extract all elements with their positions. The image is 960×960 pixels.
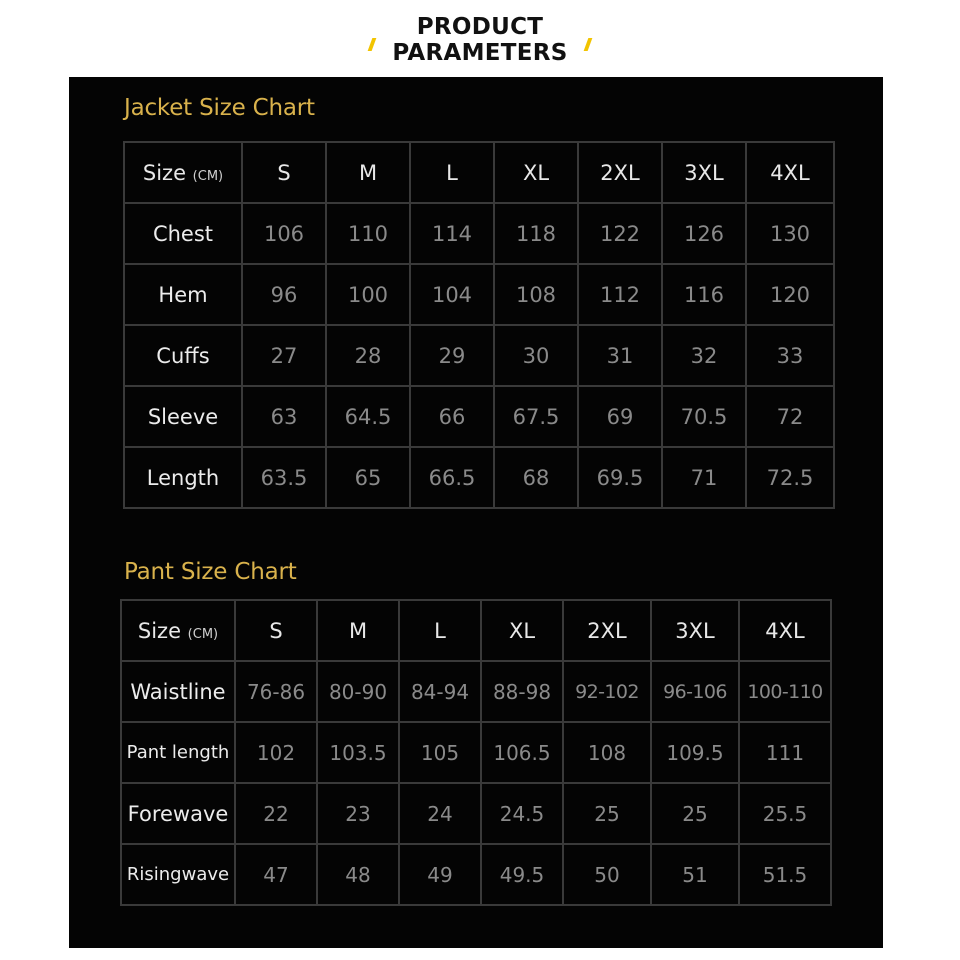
size-column-header: 3XL xyxy=(651,600,739,661)
table-cell: 23 xyxy=(317,783,399,844)
page-header xyxy=(0,14,960,66)
row-label: Forewave xyxy=(121,783,235,844)
table-cell: 100 xyxy=(326,264,410,325)
table-cell: 66 xyxy=(410,386,494,447)
table-cell: 118 xyxy=(494,203,578,264)
table-cell: 116 xyxy=(662,264,746,325)
table-row xyxy=(121,722,831,783)
table-cell: 102 xyxy=(235,722,317,783)
table-cell: 112 xyxy=(578,264,662,325)
table-row xyxy=(124,386,834,447)
table-cell: 25 xyxy=(563,783,651,844)
table-cell: 69 xyxy=(578,386,662,447)
row-label: Chest xyxy=(124,203,242,264)
table-cell: 66.5 xyxy=(410,447,494,508)
row-label: Waistline xyxy=(121,661,235,722)
size-header-cell xyxy=(124,142,242,203)
table-cell: 92-102 xyxy=(563,661,651,722)
table-cell: 100-110 xyxy=(739,661,831,722)
table-cell: 69.5 xyxy=(578,447,662,508)
row-label: Risingwave xyxy=(121,844,235,905)
table-cell: 49.5 xyxy=(481,844,563,905)
size-column-header: 4XL xyxy=(739,600,831,661)
table-row xyxy=(124,325,834,386)
table-cell: 24.5 xyxy=(481,783,563,844)
row-label: Hem xyxy=(124,264,242,325)
size-column-header: 2XL xyxy=(563,600,651,661)
unit-label: (CM) xyxy=(187,626,219,642)
table-row xyxy=(121,844,831,905)
table-cell: 109.5 xyxy=(651,722,739,783)
table-cell: 103.5 xyxy=(317,722,399,783)
table-cell: 47 xyxy=(235,844,317,905)
table-cell: 33 xyxy=(746,325,834,386)
table-cell: 25 xyxy=(651,783,739,844)
table-cell: 108 xyxy=(563,722,651,783)
table-cell: 31 xyxy=(578,325,662,386)
table-cell: 25.5 xyxy=(739,783,831,844)
table-cell: 130 xyxy=(746,203,834,264)
jacket-size-table xyxy=(123,141,835,509)
table-cell: 22 xyxy=(235,783,317,844)
table-cell: 68 xyxy=(494,447,578,508)
table-cell: 51.5 xyxy=(739,844,831,905)
accent-mark-right xyxy=(583,38,592,51)
table-cell: 70.5 xyxy=(662,386,746,447)
table-cell: 63.5 xyxy=(242,447,326,508)
table-cell: 76-86 xyxy=(235,661,317,722)
row-label: Length xyxy=(124,447,242,508)
header-row xyxy=(124,142,834,203)
table-cell: 51 xyxy=(651,844,739,905)
accent-mark-left xyxy=(368,38,377,51)
table-cell: 65 xyxy=(326,447,410,508)
table-cell: 67.5 xyxy=(494,386,578,447)
table-cell: 96 xyxy=(242,264,326,325)
table-cell: 84-94 xyxy=(399,661,481,722)
size-column-header: S xyxy=(235,600,317,661)
pant-chart-title: Pant Size Chart xyxy=(124,559,297,585)
size-column-header: 2XL xyxy=(578,142,662,203)
table-cell: 24 xyxy=(399,783,481,844)
size-label: Size xyxy=(137,618,181,643)
size-header-cell xyxy=(121,600,235,661)
size-column-header: L xyxy=(399,600,481,661)
size-column-header: L xyxy=(410,142,494,203)
table-cell: 111 xyxy=(739,722,831,783)
table-cell: 105 xyxy=(399,722,481,783)
table-row xyxy=(124,447,834,508)
pant-size-table xyxy=(120,599,832,906)
table-cell: 108 xyxy=(494,264,578,325)
size-label: Size xyxy=(142,160,186,185)
size-column-header: 3XL xyxy=(662,142,746,203)
jacket-chart-title: Jacket Size Chart xyxy=(124,95,315,121)
title-line-1: PRODUCT xyxy=(416,14,544,40)
table-cell: 29 xyxy=(410,325,494,386)
table-cell: 104 xyxy=(410,264,494,325)
table-cell: 80-90 xyxy=(317,661,399,722)
table-cell: 106.5 xyxy=(481,722,563,783)
size-column-header: 4XL xyxy=(746,142,834,203)
row-label: Cuffs xyxy=(124,325,242,386)
table-row xyxy=(124,203,834,264)
table-cell: 30 xyxy=(494,325,578,386)
table-cell: 126 xyxy=(662,203,746,264)
table-row xyxy=(124,264,834,325)
size-column-header: XL xyxy=(494,142,578,203)
size-column-header: S xyxy=(242,142,326,203)
table-cell: 50 xyxy=(563,844,651,905)
table-cell: 28 xyxy=(326,325,410,386)
table-cell: 110 xyxy=(326,203,410,264)
table-row xyxy=(121,661,831,722)
table-cell: 63 xyxy=(242,386,326,447)
table-row xyxy=(121,783,831,844)
page-title xyxy=(392,14,567,66)
table-cell: 114 xyxy=(410,203,494,264)
table-cell: 49 xyxy=(399,844,481,905)
table-cell: 72.5 xyxy=(746,447,834,508)
table-cell: 32 xyxy=(662,325,746,386)
table-cell: 96-106 xyxy=(651,661,739,722)
table-cell: 88-98 xyxy=(481,661,563,722)
size-column-header: XL xyxy=(481,600,563,661)
header-row xyxy=(121,600,831,661)
size-chart-panel xyxy=(69,77,883,948)
table-cell: 27 xyxy=(242,325,326,386)
title-line-2: PARAMETERS xyxy=(392,40,568,66)
table-cell: 71 xyxy=(662,447,746,508)
size-column-header: M xyxy=(317,600,399,661)
size-column-header: M xyxy=(326,142,410,203)
table-cell: 72 xyxy=(746,386,834,447)
table-cell: 122 xyxy=(578,203,662,264)
table-cell: 106 xyxy=(242,203,326,264)
unit-label: (CM) xyxy=(192,168,224,184)
row-label: Pant length xyxy=(121,722,235,783)
row-label: Sleeve xyxy=(124,386,242,447)
table-cell: 48 xyxy=(317,844,399,905)
table-cell: 120 xyxy=(746,264,834,325)
table-cell: 64.5 xyxy=(326,386,410,447)
